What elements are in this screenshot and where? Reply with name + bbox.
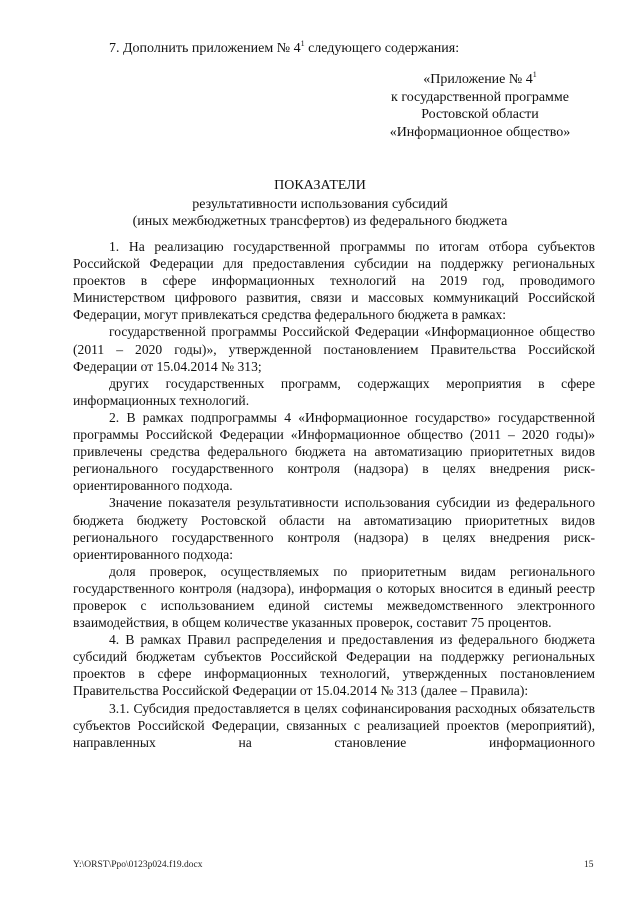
appendix-title: «Приложение № 4 [423,72,533,87]
intro-line [109,40,459,57]
body-text [73,238,595,751]
heading-line-3: (иных межбюджетных трансфертов) из федерального бюджета [132,214,508,229]
paragraph-1: 1. На реализацию государственной программы по итогам отбора субъектов Российской Федерации для предоставления субсидии на поддержку региональных проектов в сфере информационных технологий на 2019 год, проводимого Министерством цифрового развития, связи и массовых коммуникаций Российской Федерации, могут привлекаться средства федерального бюджета в рамках: [73,239,595,323]
section-heading [60,177,580,231]
intro-text: 7. Дополнить приложением № 4 [109,41,301,56]
paragraph-7: 4. В рамках Правил распределения и предоставления из федерального бюджета субсидий бюджетам субъектов Российской Федерации на поддержку региональных проектов в сфере информационных технологий, утвержденных постановлением Правительства Российской Федерации от 15.04.2014 № 313 (далее – Правила): [73,632,595,699]
paragraph-4: 2. В рамках подпрограммы 4 «Информационное государство» государственной программы Российской Федерации «Информационное общество (2011 – 2020 годы)» привлечены средства федерального бюджета на автоматизацию приоритетных видов регионального государственного контроля (надзора) в целях внедрения риск-ориентированного подхода. [73,409,595,494]
heading-line-2: результативности использования субсидий [192,196,448,212]
appendix-line-1 [330,71,630,89]
intro-tail: следующего содержания: [304,41,460,56]
appendix-line-3: Ростовской области [421,107,539,122]
paragraph-8: 3.1. Субсидия предоставляется в целях софинансирования расходных обязательств субъектов Российской Федерации, связанных с реализацией проектов (мероприятий), направленных на становление информационного [73,700,595,750]
paragraph-2: государственной программы Российской Федерации «Информационное общество (2011 – 2020 годы)», утвержденной постановлением Правительства Российской Федерации от 15.04.2014 № 313; [73,324,595,374]
paragraph-6: доля проверок, осуществляемых по приоритетным видам регионального государственного контроля (надзора), информация о которых вносится в единый реестр проверок с использованием единой системы межведомственного электронного взаимодействия, в общем количестве указанных проверок, составит 75 процентов. [73,563,595,631]
paragraph-5: Значение показателя результативности использования субсидии из федерального бюджета бюджету Ростовской области на автоматизацию приоритетных видов регионального государственного контроля (надзора) в целях внедрения риск-ориентированного подхода: [73,495,595,562]
footer-page-number: 15 [584,860,594,870]
footer-file-path: Y:\ORST\Ppo\0123p024.f19.docx [73,860,203,870]
appendix-block [330,71,630,141]
appendix-superscript: 1 [532,70,537,79]
appendix-line-2: к государственной программе [391,89,569,105]
paragraph-3: других государственных программ, содержащих мероприятия в сфере информационных технологий. [73,375,595,408]
intro-superscript: 1 [300,39,305,48]
appendix-line-4: «Информационное общество» [389,124,571,140]
heading-title: ПОКАЗАТЕЛИ [274,178,366,193]
